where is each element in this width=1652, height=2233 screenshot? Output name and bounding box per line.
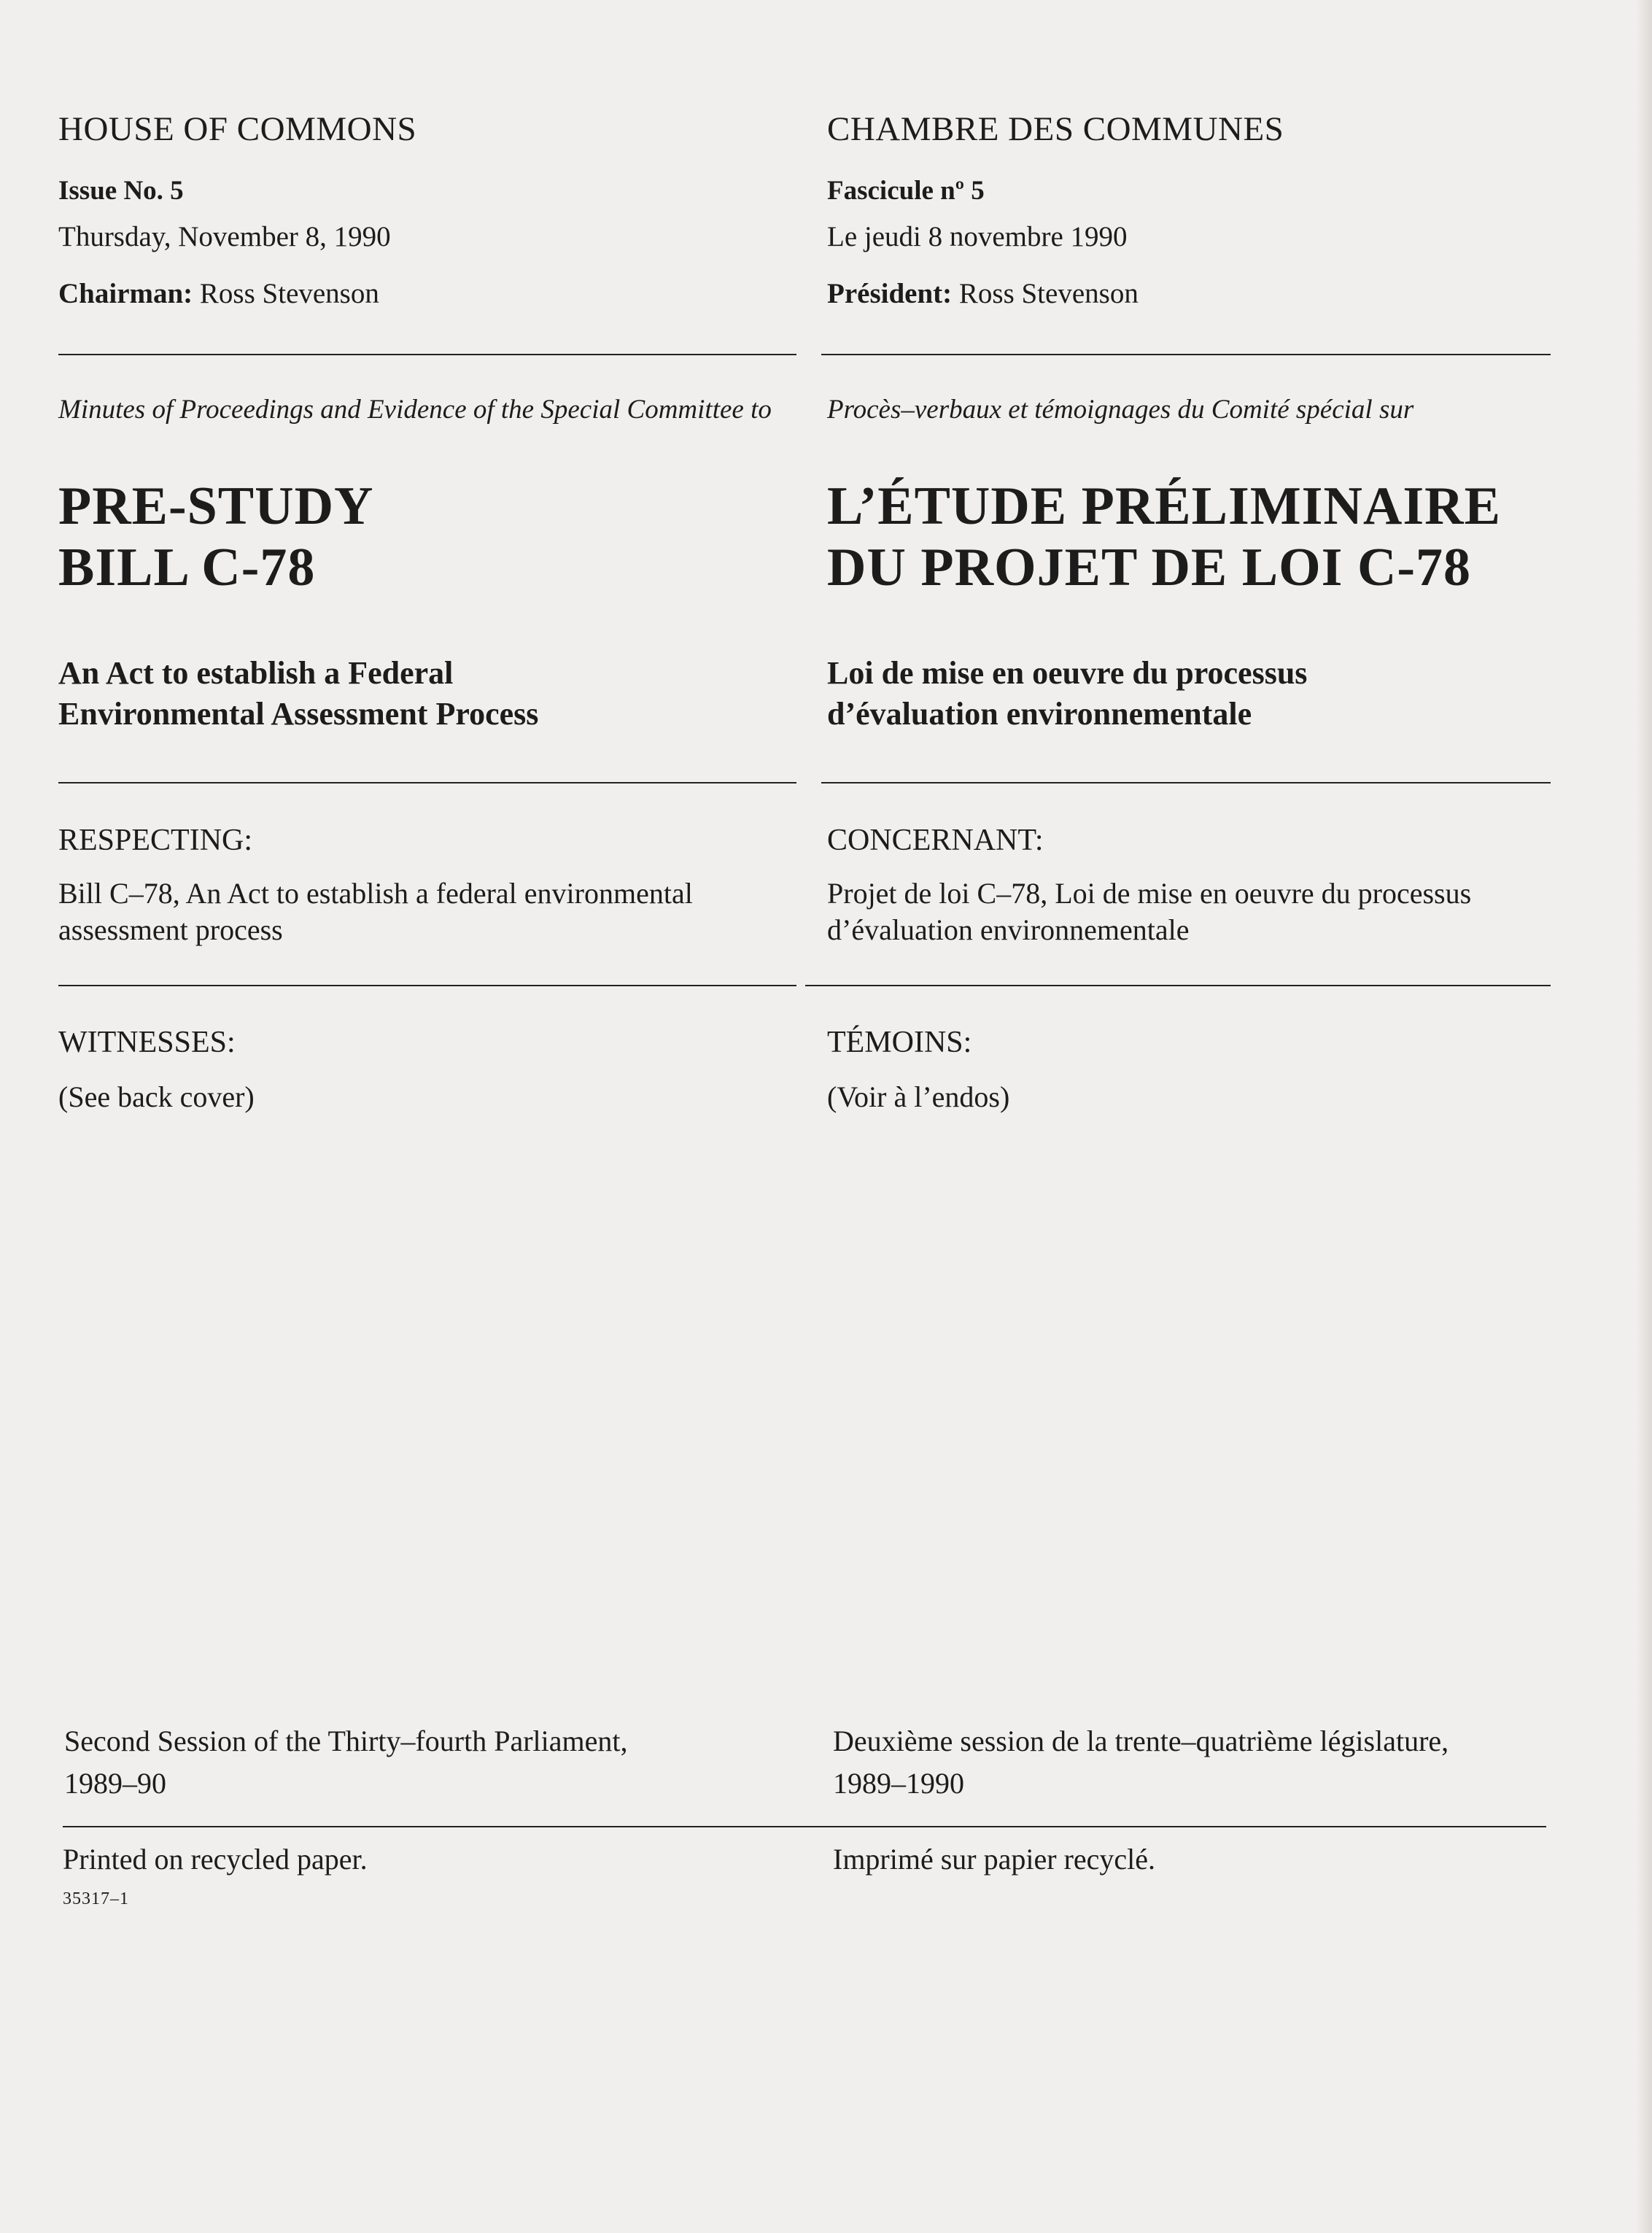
divider <box>821 782 1551 783</box>
session-line-1: Deuxième session de la trente–quatrième législature, <box>833 1725 1449 1757</box>
title-line-1: L’ÉTUDE PRÉLIMINAIRE <box>827 476 1501 536</box>
divider <box>805 985 1551 986</box>
house-heading: CHAMBRE DES COMMUNES <box>827 110 1284 148</box>
minutes-caption: Minutes of Proceedings and Evidence of the Special Committee to <box>58 395 772 425</box>
witnesses-heading: WITNESSES: <box>58 1026 236 1059</box>
meeting-date: Le jeudi 8 novembre 1990 <box>827 221 1128 252</box>
divider <box>58 782 796 783</box>
act-line-1: An Act to establish a Federal <box>58 655 454 691</box>
divider <box>821 354 1551 355</box>
respecting-heading: RESPECTING: <box>58 824 253 857</box>
act-subtitle <box>827 653 1307 735</box>
committee-title <box>58 476 373 598</box>
witnesses-text: (Voir à l’endos) <box>827 1080 1010 1113</box>
chairman-line <box>827 277 1139 310</box>
act-line-2: d’évaluation environnementale <box>827 696 1252 732</box>
session-line-1: Second Session of the Thirty–fourth Parliament, <box>64 1725 628 1757</box>
chairman-name: Ross Stevenson <box>952 278 1139 309</box>
issue-number: Issue No. 5 <box>58 176 184 206</box>
divider <box>63 1826 829 1827</box>
printed-note: Imprimé sur papier recyclé. <box>833 1843 1156 1876</box>
chairman-label: Chairman: <box>58 278 193 309</box>
issue-number: Fascicule nº 5 <box>827 176 985 206</box>
title-line-1: PRE-STUDY <box>58 476 374 536</box>
session-info <box>833 1720 1449 1805</box>
minutes-caption: Procès–verbaux et témoignages du Comité spécial sur <box>827 395 1414 425</box>
divider <box>58 985 796 986</box>
page-edge-shadow <box>1636 0 1652 2233</box>
act-line-1: Loi de mise en oeuvre du processus <box>827 655 1308 691</box>
act-line-2: Environmental Assessment Process <box>58 696 539 732</box>
printed-note: Printed on recycled paper. <box>63 1843 368 1876</box>
chairman-name: Ross Stevenson <box>193 278 379 309</box>
divider <box>770 1826 1546 1827</box>
chairman-line <box>58 277 379 310</box>
chairman-label: Président: <box>827 278 953 309</box>
session-line-2: 1989–1990 <box>833 1767 964 1800</box>
respecting-heading: CONCERNANT: <box>827 824 1044 857</box>
house-heading: HOUSE OF COMMONS <box>58 110 417 148</box>
respecting-text: Bill C–78, An Act to establish a federal environmental assessment process <box>58 877 693 946</box>
witnesses-heading: TÉMOINS: <box>827 1026 972 1059</box>
committee-title <box>827 476 1501 598</box>
act-subtitle <box>58 653 538 735</box>
title-line-2: BILL C-78 <box>58 538 316 597</box>
divider <box>58 354 796 355</box>
session-line-2: 1989–90 <box>64 1767 166 1800</box>
print-code: 35317–1 <box>63 1889 129 1908</box>
session-info <box>64 1720 627 1805</box>
respecting-text: Projet de loi C–78, Loi de mise en oeuvre du processus d’évaluation environnementale <box>827 877 1472 946</box>
title-line-2: DU PROJET DE LOI C-78 <box>827 538 1472 597</box>
meeting-date: Thursday, November 8, 1990 <box>58 221 391 252</box>
witnesses-text: (See back cover) <box>58 1080 255 1113</box>
